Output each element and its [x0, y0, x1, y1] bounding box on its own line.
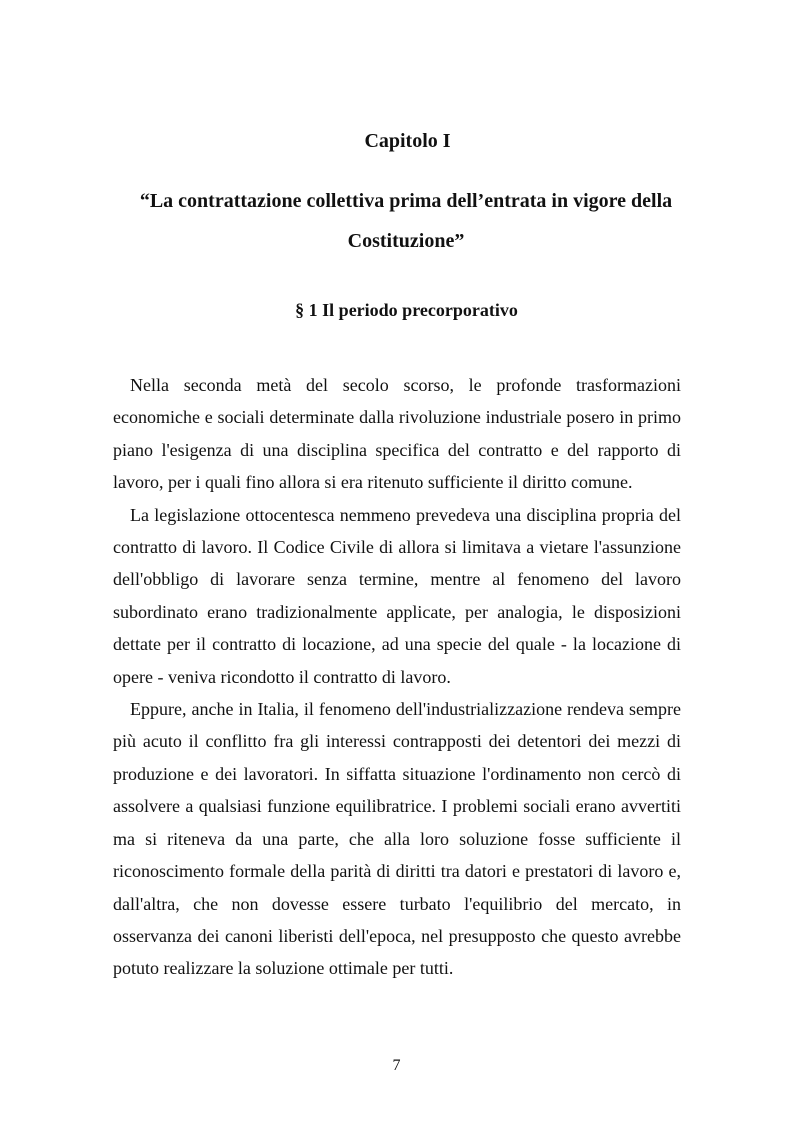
chapter-title: “La contrattazione collettiva prima dell’entrata in vigore della Costituzione” — [139, 190, 673, 252]
paragraph-1: Nella seconda metà del secolo scorso, le profonde trasformazioni economiche e sociali determinate dalla rivoluzione industriale posero in primo piano l'esigenza di una disciplina specifica del contratto e del rapporto di lavoro, per i quali fino allora si era ritenuto sufficiente il diritto comune. — [113, 375, 681, 493]
chapter-label: Capitolo I — [364, 130, 451, 152]
section-title: § 1 Il periodo precorporativo — [295, 300, 518, 320]
paragraph-3: Eppure, anche in Italia, il fenomeno dell'industrializzazione rendeva sempre più acuto il conflitto fra gli interessi contrapposti dei detentori dei mezzi di produzione e dei lavoratori. In siffatta situazione l'ordinamento non cercò di assolvere a qualsiasi funzione equilibratrice. I problemi sociali erano avvertiti ma si riteneva da una parte, che alla loro soluzione fosse sufficiente il riconoscimento formale della parità di diritti tra datori e prestatori di lavoro e, dall'altra, che non dovesse essere turbato l'equilibrio del mercato, in osservanza dei canoni liberisti dell'epoca, nel presupposto che questo avrebbe potuto realizzare la soluzione ottimale per tutti. — [113, 699, 681, 979]
body-text — [113, 369, 681, 985]
page-number: 7 — [392, 1057, 401, 1074]
paragraph-2: La legislazione ottocentesca nemmeno prevedeva una disciplina propria del contratto di lavoro. Il Codice Civile di allora si limitava a vietare l'assunzione dell'obbligo di lavorare senza termine, mentre al fenomeno del lavoro subordinato erano tradizionalmente applicate, per analogia, le disposizioni dettate per il contratto di locazione, ad una specie del quale - la locazione di opere - veniva ricondotto il contratto di lavoro. — [113, 504, 681, 687]
